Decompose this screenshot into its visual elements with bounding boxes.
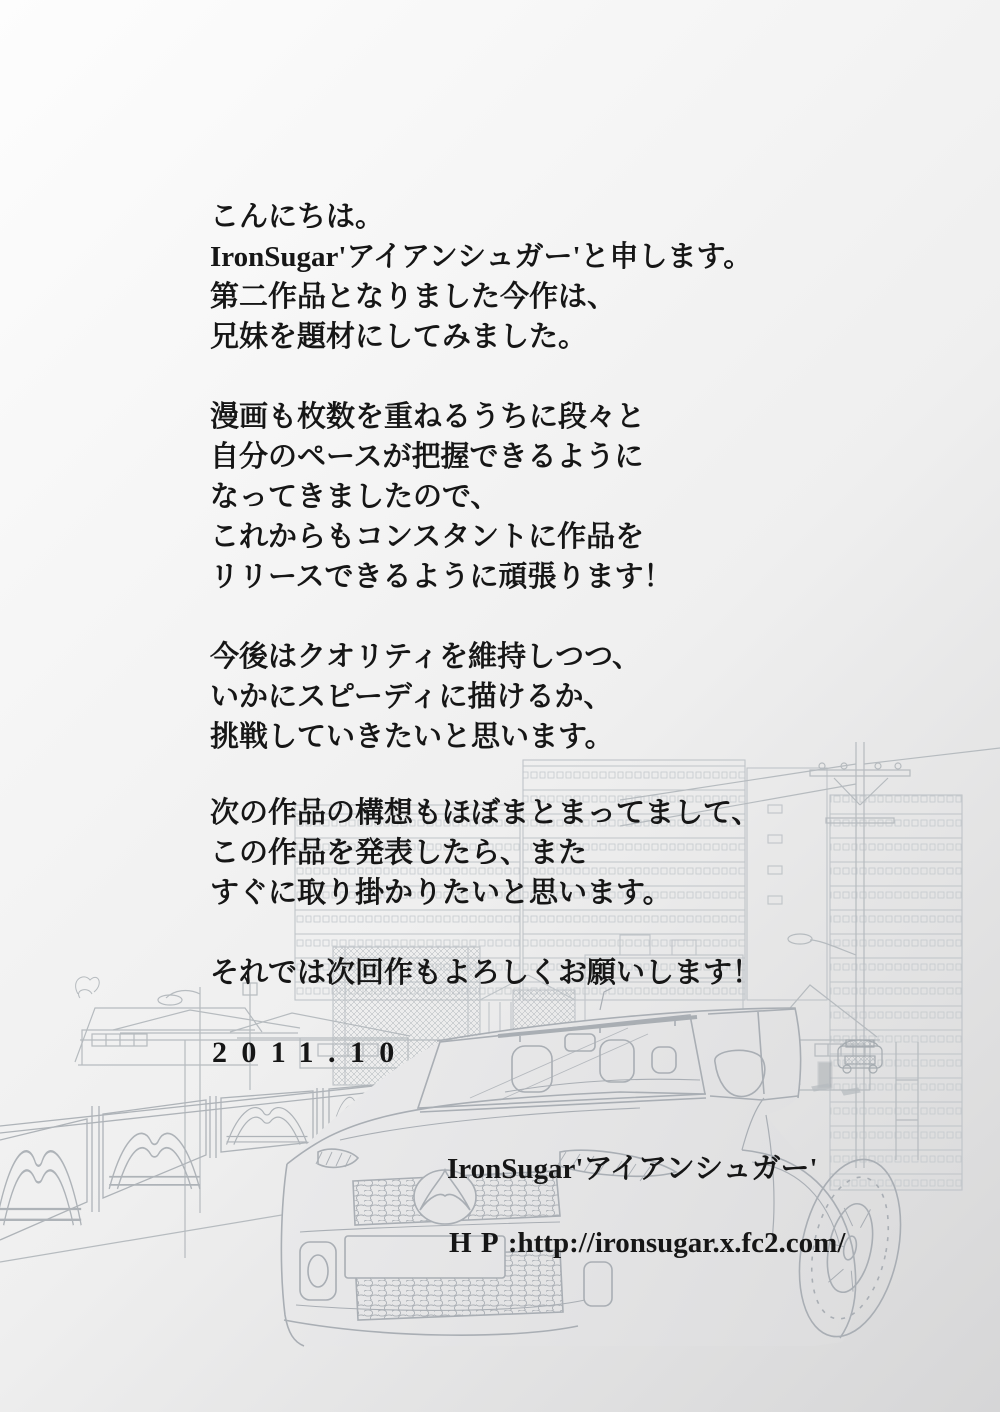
homepage-label: HP — [449, 1227, 508, 1259]
paragraph-pace — [210, 397, 673, 597]
paragraph-quality — [210, 637, 641, 757]
text-line: すぐに取り掛かりたいと思います。 — [210, 877, 672, 909]
paragraph-next-work — [210, 793, 760, 913]
text-line: 次の作品の構想もほぼまとまってまして、 — [210, 797, 761, 829]
text-line: 兄妹を題材にしてみました。 — [210, 321, 588, 353]
text-line: 今後はクオリティを維持しつつ、 — [210, 641, 641, 673]
text-line: なってきましたので、 — [210, 481, 500, 513]
author-signature: IronSugar'アイアンシュガー' — [447, 1153, 818, 1185]
text-line: IronSugar'アイアンシュガー'と申します。 — [210, 241, 753, 273]
text-line: 挑戦していきたいと思います。 — [210, 721, 614, 753]
text-line: こんにちは。 — [210, 201, 385, 233]
text-line: これからもコンスタントに作品を — [210, 521, 645, 553]
homepage-separator: : — [507, 1227, 518, 1259]
homepage-line — [449, 1227, 845, 1260]
publication-date: 2011.10 — [212, 1036, 409, 1069]
text-line: それでは次回作もよろしくお願いします！ — [210, 957, 762, 989]
paragraph-greeting — [210, 197, 752, 357]
text-line: この作品を発表したら、また — [210, 837, 588, 869]
text-line: 第二作品となりました今作は、 — [210, 281, 617, 313]
text-line: 自分のペースが把握できるように — [210, 441, 644, 473]
homepage-url: http://ironsugar.x.fc2.com/ — [517, 1227, 846, 1259]
paragraph-closing — [210, 953, 761, 993]
text-line: リリースできるように頑張ります！ — [210, 561, 673, 593]
text-line: 漫画も枚数を重ねるうちに段々と — [210, 401, 646, 433]
text-line: いかにスピーディに描けるか、 — [210, 681, 613, 713]
